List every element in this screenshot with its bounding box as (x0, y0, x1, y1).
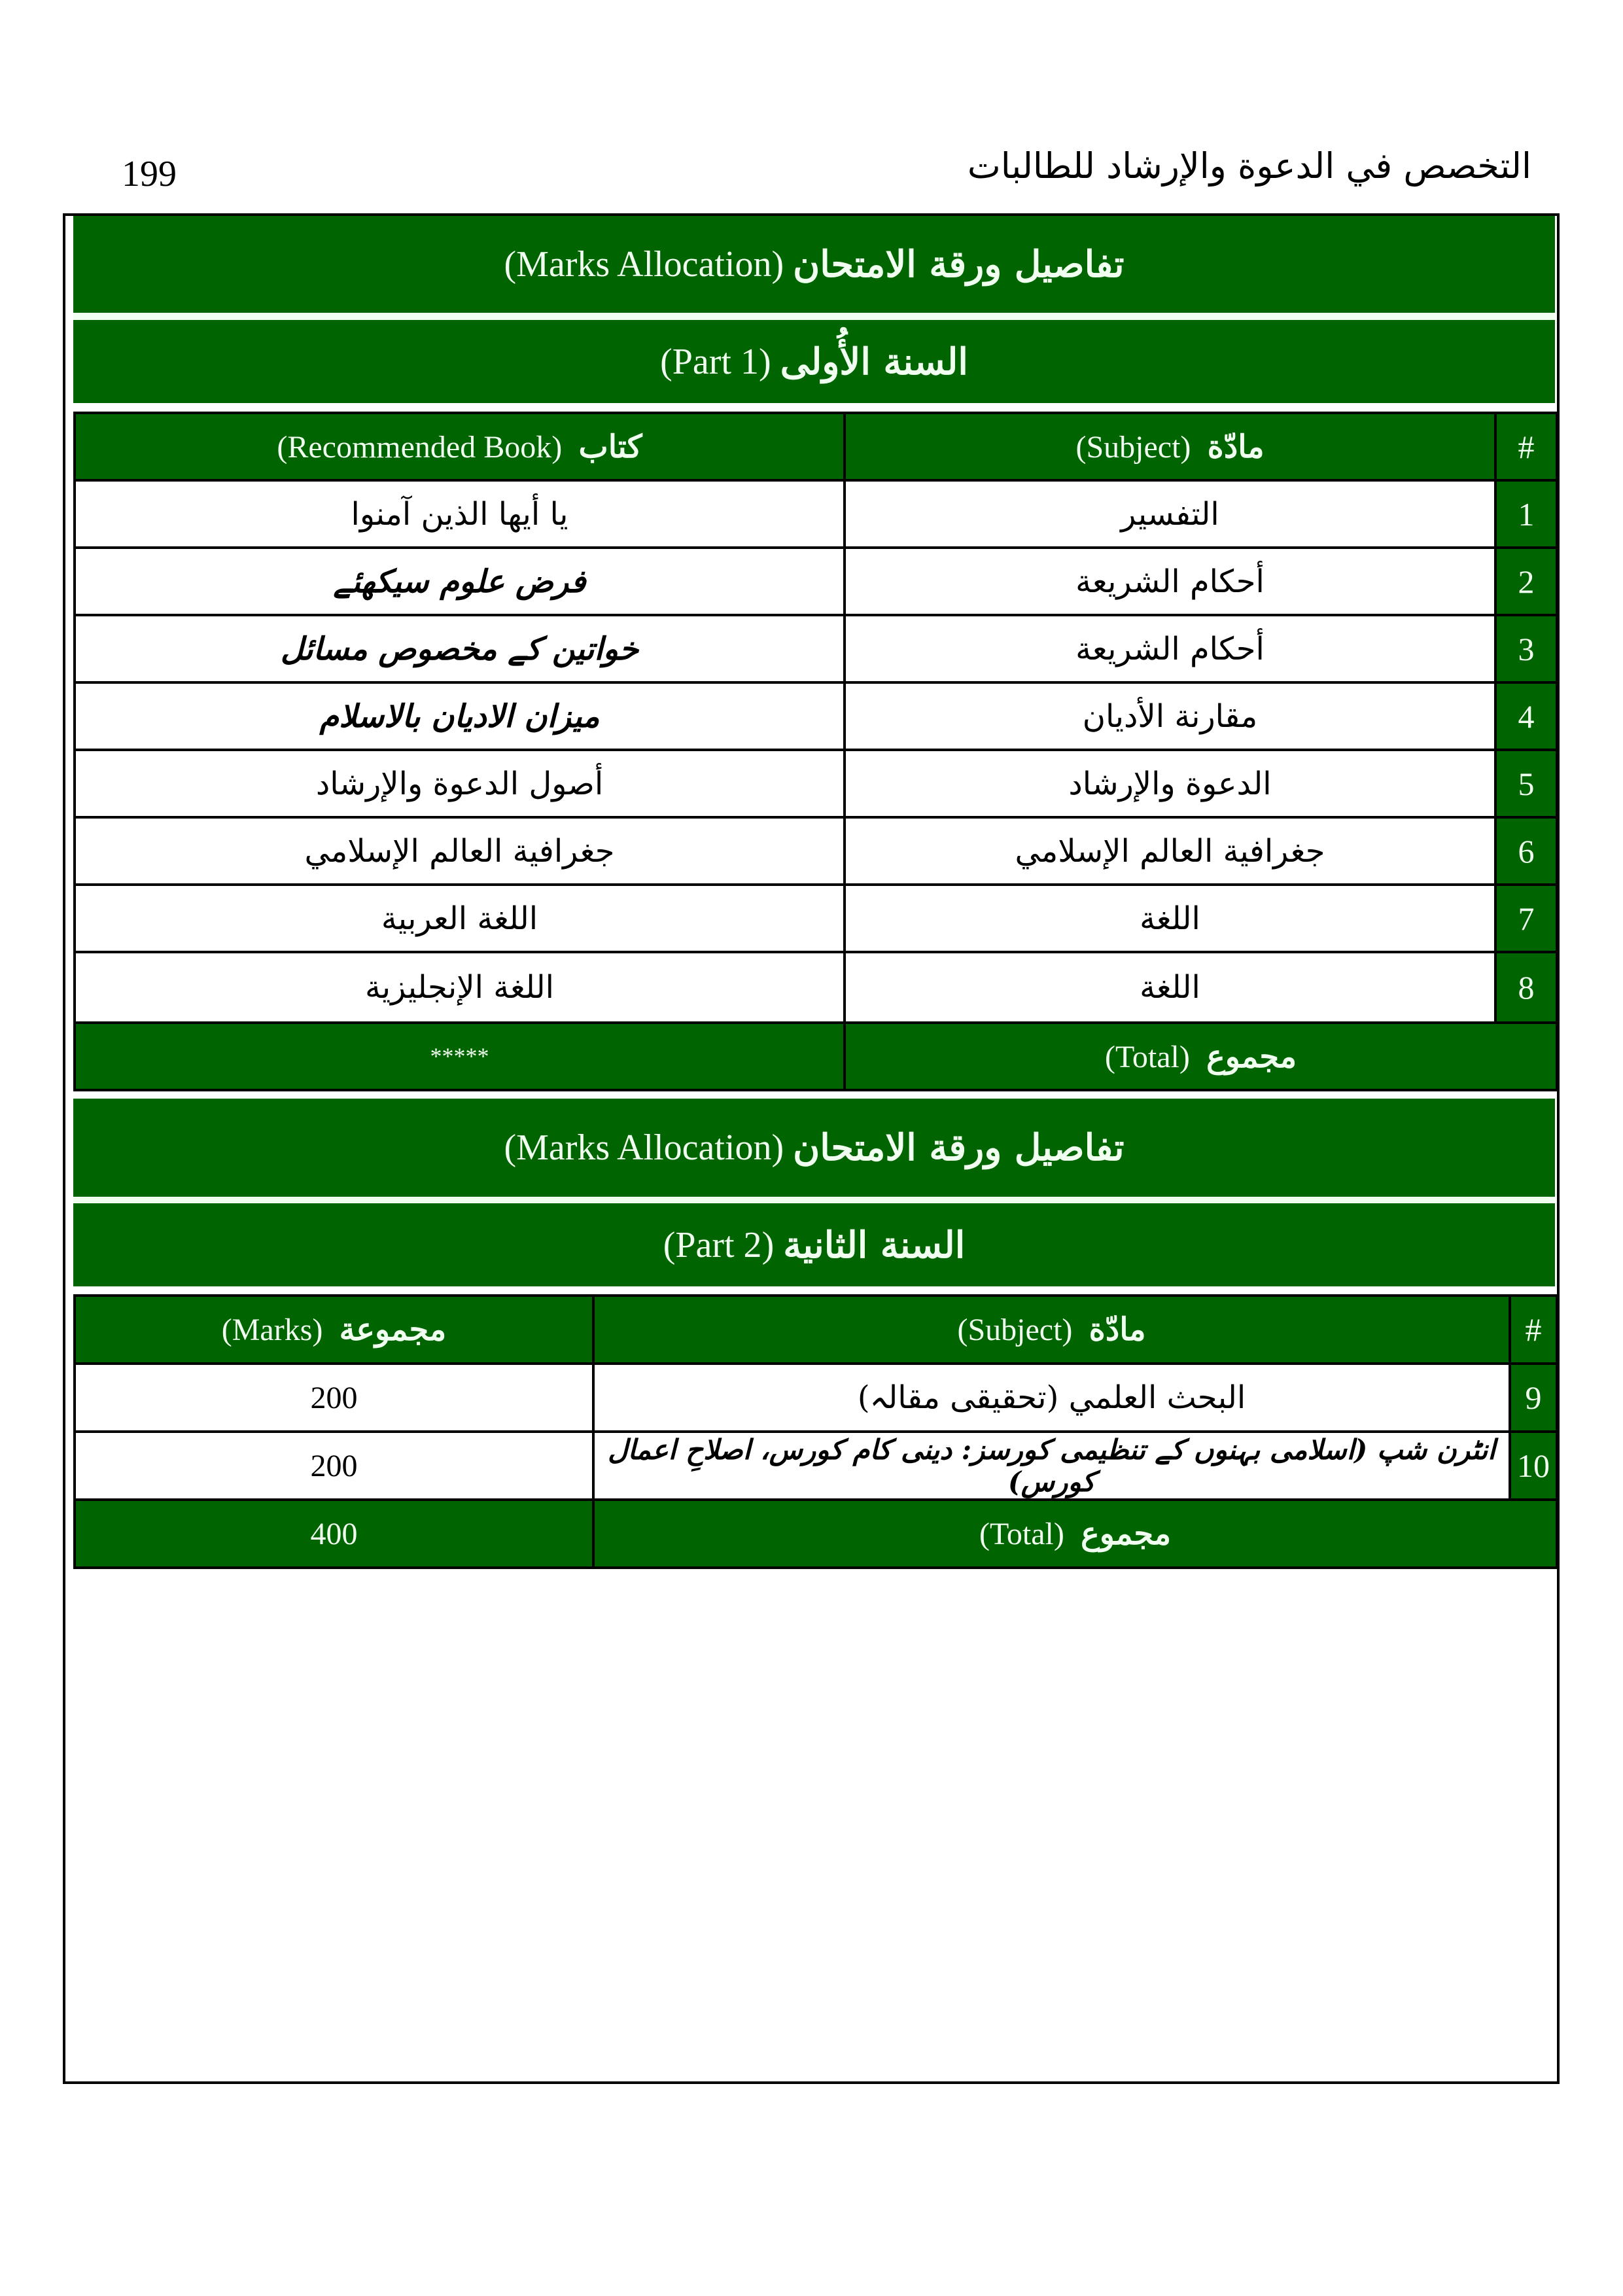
subject-cell: جغرافية العالم الإسلامي (845, 817, 1495, 885)
row-number: 2 (1495, 548, 1557, 615)
page-frame (63, 213, 1560, 2084)
total-value: 400 (75, 1500, 593, 1568)
running-title: التخصص في الدعوة والإرشاد للطالبات (967, 145, 1531, 186)
row-number: 8 (1495, 952, 1557, 1023)
banner-title-en: (Marks Allocation) (504, 1127, 784, 1168)
total-row (75, 1500, 1557, 1568)
book-cell: أصول الدعوة والإرشاد (75, 750, 845, 817)
part-label-ar: السنة الثانية (783, 1223, 966, 1267)
part-1-table (73, 412, 1558, 1091)
table-row (75, 750, 1557, 817)
marks-header-en: (Marks) (221, 1313, 323, 1347)
total-label-ar: مجموع (1206, 1038, 1297, 1075)
subject-cell: اللغة (845, 952, 1495, 1023)
row-number: 3 (1495, 615, 1557, 682)
part-2-table (73, 1294, 1558, 1569)
row-number: 4 (1495, 682, 1557, 750)
table-row (75, 952, 1557, 1023)
total-value: ***** (75, 1023, 845, 1090)
column-header-book (75, 413, 845, 480)
table-row (75, 885, 1557, 952)
subject-header-en: (Subject) (957, 1313, 1073, 1347)
subject-cell: انٹرن شپ (اسلامی بہنوں کے تنظیمی کورسز: دینی کام کورس، اصلاحِ اعمال کورس) (593, 1432, 1510, 1500)
subject-cell: الدعوة والإرشاد (845, 750, 1495, 817)
book-cell: میزان الادیان بالاسلام (75, 682, 845, 750)
page-number: 199 (122, 154, 177, 194)
marks-header-ar: مجموعة (339, 1311, 447, 1348)
table-row (75, 480, 1557, 548)
total-label (845, 1023, 1557, 1090)
banner-title-ar: تفاصيل ورقة الامتحان (793, 1126, 1125, 1169)
row-number: 1 (1495, 480, 1557, 548)
book-cell: اللغة الإنجليزية (75, 952, 845, 1023)
subject-header-ar: مادّة (1207, 428, 1265, 465)
subject-header-ar: مادّة (1089, 1311, 1146, 1348)
subject-cell: مقارنة الأديان (845, 682, 1495, 750)
total-label (593, 1500, 1557, 1568)
book-cell: اللغة العربية (75, 885, 845, 952)
book-header-en: (Recommended Book) (277, 429, 563, 465)
subject-cell: أحكام الشريعة (845, 548, 1495, 615)
marks-cell: 200 (75, 1364, 593, 1432)
table-row (75, 1364, 1557, 1432)
total-label-ar: مجموع (1081, 1515, 1172, 1552)
column-header-subject (845, 413, 1495, 480)
book-cell: يا أيها الذين آمنوا (75, 480, 845, 548)
marks-cell: 200 (75, 1432, 593, 1500)
row-number: 5 (1495, 750, 1557, 817)
row-number: 10 (1510, 1432, 1557, 1500)
total-row (75, 1023, 1557, 1090)
part-label-en: (Part 1) (660, 341, 771, 382)
subject-cell: التفسير (845, 480, 1495, 548)
row-number: 6 (1495, 817, 1557, 885)
part-label-ar: السنة الأُولى (780, 340, 968, 383)
book-cell: خواتین کے مخصوص مسائل (75, 615, 845, 682)
table-row (75, 817, 1557, 885)
part-1-banner (73, 320, 1555, 403)
part-label-en: (Part 2) (663, 1224, 775, 1265)
banner-title-ar: تفاصيل ورقة الامتحان (793, 243, 1125, 286)
part-2-banner (73, 1203, 1555, 1286)
table-row (75, 615, 1557, 682)
table-header-row (75, 413, 1557, 480)
table-header-row (75, 1296, 1557, 1364)
book-cell: فرض علوم سیکھئے (75, 548, 845, 615)
book-header-ar: كتاب (578, 428, 642, 465)
banner-title-en: (Marks Allocation) (504, 244, 784, 285)
row-number: 7 (1495, 885, 1557, 952)
column-header-number: # (1510, 1296, 1557, 1364)
column-header-number: # (1495, 413, 1557, 480)
total-label-en: (Total) (1104, 1039, 1190, 1074)
marks-allocation-banner-2 (73, 1099, 1555, 1197)
subject-header-en: (Subject) (1075, 429, 1191, 465)
table-row (75, 1432, 1557, 1500)
banner-divider (73, 313, 1555, 320)
row-number: 9 (1510, 1364, 1557, 1432)
table-row (75, 548, 1557, 615)
book-cell: جغرافية العالم الإسلامي (75, 817, 845, 885)
total-label-en: (Total) (979, 1517, 1064, 1551)
table-row (75, 682, 1557, 750)
subject-cell: اللغة (845, 885, 1495, 952)
subject-cell: البحث العلمي (تحقیقی مقالہ) (593, 1364, 1510, 1432)
column-header-marks (75, 1296, 593, 1364)
subject-cell: أحكام الشريعة (845, 615, 1495, 682)
column-header-subject (593, 1296, 1510, 1364)
marks-allocation-banner-1 (73, 216, 1555, 313)
